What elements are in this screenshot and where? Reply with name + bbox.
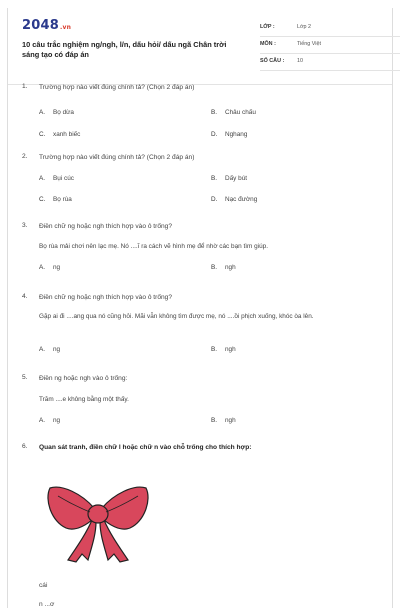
question-number: 3. <box>22 222 28 229</box>
image-caption: cái <box>39 582 48 589</box>
question-number: 5. <box>22 374 28 381</box>
option-d[interactable]: D. Nạc đường <box>211 196 258 203</box>
option-a[interactable]: A. ng <box>39 346 61 353</box>
worksheet-title: 10 câu trắc nghiệm ng/ngh, l/n, dấu hỏi/ dấu ngã Chân trời sáng tạo có đáp án <box>22 40 227 59</box>
bow-knot <box>88 505 108 523</box>
meta-value: Tiếng Việt <box>297 41 321 47</box>
option-b[interactable]: B. ngh <box>211 264 236 271</box>
question-number: 1. <box>22 83 28 90</box>
worksheet-page <box>7 8 393 608</box>
option-b[interactable]: B. Dấy bút <box>211 175 248 182</box>
question-passage: Gặp ai đi ....ang qua nó cũng hỏi. Mãi vẫn không tìm được mẹ, nó ....ồi phịch xuống, khóc òa lên. <box>39 313 314 320</box>
option-b[interactable]: B. Châu chấu <box>211 109 256 116</box>
option-a[interactable]: A. ng <box>39 264 61 271</box>
option-d[interactable]: D. Nghang <box>211 131 248 138</box>
ribbon-bow-illustration <box>46 478 150 564</box>
question-passage: Bọ rùa mải chơi nên lạc mẹ. Nó ....ĩ ra cách vẽ hình mẹ để nhờ các bạn tìm giúp. <box>39 243 268 250</box>
question-text: Điền ng hoặc ngh vào ô trống: <box>39 375 128 382</box>
meta-label: MÔN : <box>260 41 276 47</box>
question-text: Trường hợp nào viết đúng chính tả? (Chọn 2 đáp án) <box>39 84 195 91</box>
question-text: Điền chữ ng hoặc ngh thích hợp vào ô trống? <box>39 294 173 301</box>
question-number: 4. <box>22 293 28 300</box>
meta-value: Lớp 2 <box>297 24 312 30</box>
option-c[interactable]: C. Bọ rùa <box>39 196 72 203</box>
meta-question-count <box>260 56 400 71</box>
question-text: Điền chữ ng hoặc ngh thích hợp vào ô trống? <box>39 223 173 230</box>
option-c[interactable]: C. xanh biếc <box>39 131 81 138</box>
meta-value: 10 <box>297 58 303 64</box>
option-b[interactable]: B. ngh <box>211 417 236 424</box>
question-number: 6. <box>22 443 28 450</box>
option-b[interactable]: B. ngh <box>211 346 236 353</box>
option-a[interactable]: A. Bụi cúc <box>39 175 74 182</box>
meta-label: LỚP : <box>260 24 275 30</box>
bow-left-loop <box>48 487 94 529</box>
meta-subject <box>260 39 400 54</box>
question-passage: Trăm ....e không bằng một thấy. <box>39 396 129 403</box>
question-number: 2. <box>22 153 28 160</box>
partial-text: n ...ơ <box>39 601 55 608</box>
meta-grade <box>260 22 400 37</box>
question-text: Trường hợp nào viết đúng chính tả? (Chọn 2 đáp án) <box>39 154 195 161</box>
bow-right-loop <box>102 487 148 529</box>
option-a[interactable]: A. ng <box>39 417 61 424</box>
question-text: Quan sát tranh, điền chữ l hoặc chữ n vào chỗ trống cho thích hợp: <box>39 444 252 451</box>
site-logo[interactable]: 2048.vn <box>22 18 72 33</box>
worksheet-meta <box>260 22 400 73</box>
option-a[interactable]: A. Bọ dừa <box>39 109 74 116</box>
worksheet-header <box>22 18 382 78</box>
meta-label: SỐ CÂU : <box>260 58 285 64</box>
